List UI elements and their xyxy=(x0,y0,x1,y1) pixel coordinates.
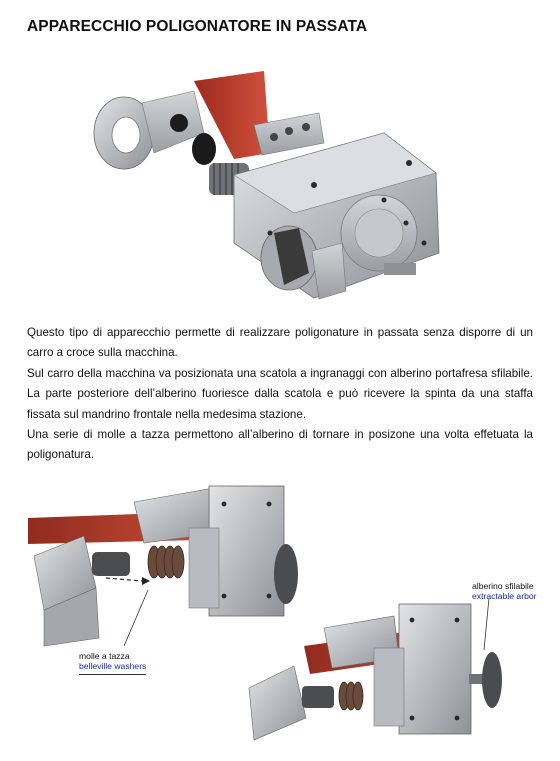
label-en: belleville washers xyxy=(79,661,147,671)
assembly-photo xyxy=(14,478,544,753)
label-belleville-washers xyxy=(79,651,146,675)
page-title: APPARECCHIO POLIGONATORE IN PASSATA xyxy=(27,18,368,35)
label-extractable-arbor xyxy=(472,581,537,601)
product-photo xyxy=(84,63,464,318)
label-it: molle a tazza xyxy=(79,651,130,661)
paragraph: Una serie di molle a tazza permettono all’alberino di tornare in posizone una volta effetuata la poligonatura. xyxy=(27,428,533,462)
paragraph: Sul carro della macchina va posizionata una scatola a ingranaggi con alberino portafresa sfilabile. La parte posteriore dell’alberino fuoriesce dalla scatola e può ricevere la spinta da una staffa fissata sul mandrino frontale nella medesima stazione. xyxy=(27,366,533,421)
label-it: alberino sfilabile xyxy=(472,581,534,591)
label-en: extractable arbor xyxy=(472,591,537,601)
paragraph: Questo tipo di apparecchio permette di realizzare poligonature in passata senza disporre di un carro a croce sulla macchina. xyxy=(27,326,533,360)
description-text xyxy=(27,323,533,466)
